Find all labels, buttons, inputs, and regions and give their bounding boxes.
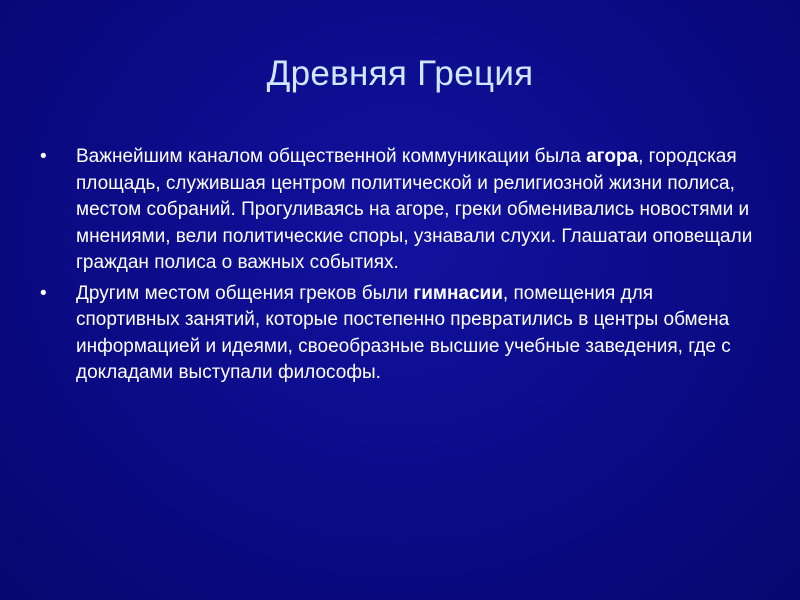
- bullet-marker: •: [40, 146, 47, 167]
- bullet-text-part: Важнейшим каналом общественной коммуникации была: [76, 146, 587, 167]
- slide-title: Древняя Греция: [266, 54, 534, 93]
- bullet-text-part: , помещения для спортивных занятий, которые постепенно превратились в центры обмена информацией и идеями, своеобразные высшие учебные заведения, где с докладами выступали философы.: [76, 282, 731, 383]
- bullet-text-part: , городская площадь, служившая центром политической и религиозной жизни полиса, местом собраний. Прогуливаясь на агоре, греки обменивались новостями и мнениями, вели политические споры, узнавали слухи. Глашатаи оповещали граждан полиса о важных событиях.: [76, 146, 753, 273]
- bold-term-agora: агора: [586, 146, 639, 167]
- bullet-text-part: Другим местом общения греков были: [76, 282, 414, 304]
- bullet-item-gymnasia: [40, 281, 760, 387]
- bullet-text: [76, 283, 731, 384]
- bold-term-gymnasia: гимнасии: [413, 282, 503, 304]
- bullet-text: [76, 146, 752, 273]
- bullet-item-agora: [40, 144, 760, 277]
- bullet-marker: •: [40, 282, 47, 304]
- bullet-list: [40, 144, 760, 391]
